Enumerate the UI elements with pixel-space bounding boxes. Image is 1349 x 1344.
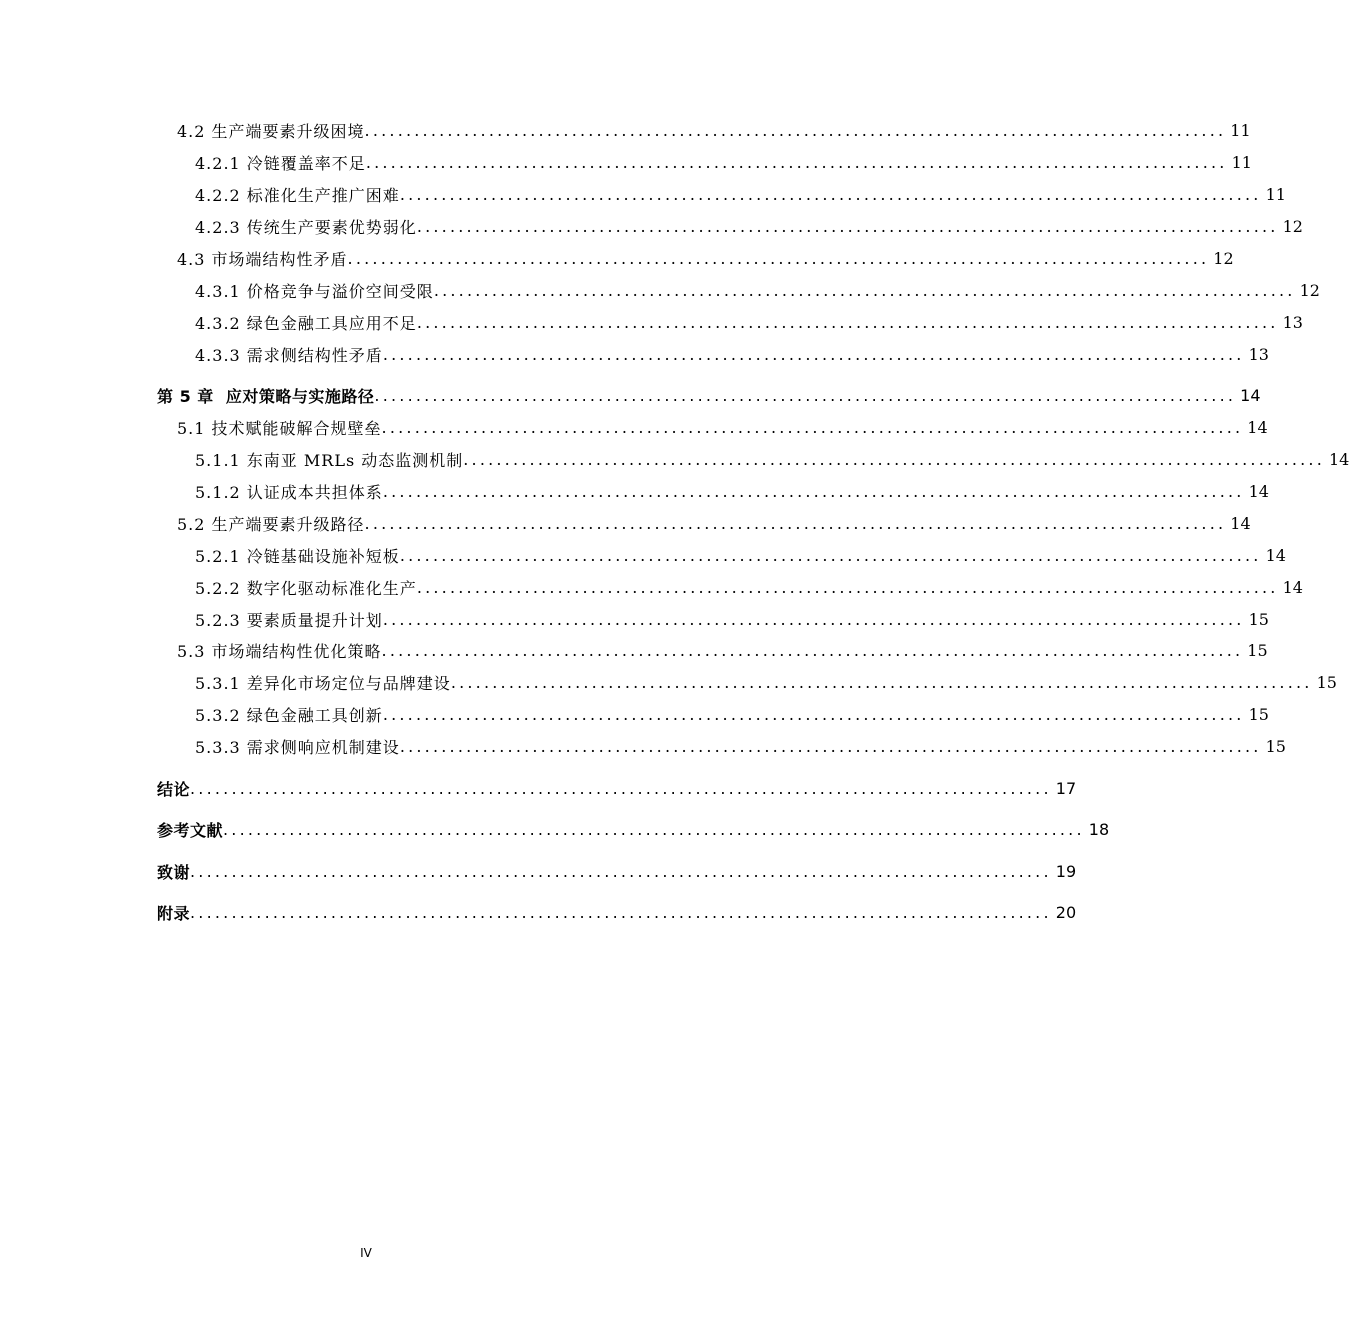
- toc-dot-leader: ........................................................................................................: [381, 640, 1244, 660]
- toc-entry-page: 14: [1265, 545, 1286, 565]
- toc-entry-5-2-1[interactable]: [195, 543, 1286, 567]
- toc-entry-page: 18: [1088, 819, 1110, 839]
- toc-dot-leader: ........................................................................................................: [382, 344, 1245, 364]
- toc-entry-page: 15: [1247, 640, 1268, 660]
- toc-entry-5-2-2[interactable]: [195, 575, 1303, 599]
- toc-entry-appendix[interactable]: [157, 900, 1077, 924]
- toc-entry-label: 5.1.1 东南亚 MRLs 动态监测机制: [195, 450, 464, 470]
- toc-entry-4-2-2[interactable]: [195, 182, 1286, 206]
- toc-entry-label: 5.2.2 数字化驱动标准化生产: [195, 578, 417, 598]
- toc-entry-label: 5.1 技术赋能破解合规壁垒: [177, 418, 382, 438]
- toc-dot-leader: ........................................................................................................: [223, 819, 1085, 839]
- toc-entry-label: 4.3.2 绿色金融工具应用不足: [195, 313, 417, 333]
- toc-entry-page: 14: [1329, 449, 1349, 469]
- toc-entry-4-2[interactable]: [177, 118, 1251, 142]
- toc-entry-label: 附录: [157, 903, 191, 923]
- toc-entry-page: 12: [1213, 248, 1234, 268]
- toc-entry-references[interactable]: [157, 817, 1110, 841]
- toc-entry-label: 参考文献: [157, 820, 224, 840]
- toc-entry-page: 13: [1282, 312, 1303, 332]
- toc-entry-page: 12: [1299, 280, 1320, 300]
- toc-entry-chapter-5[interactable]: [157, 383, 1261, 407]
- toc-entry-page: 14: [1247, 417, 1268, 437]
- toc-dot-leader: ........................................................................................................: [374, 385, 1237, 405]
- toc-entry-page: 12: [1282, 216, 1303, 236]
- toc-entry-page: 14: [1230, 513, 1251, 533]
- toc-entry-label: 第 5 章 应对策略与实施路径: [157, 386, 375, 406]
- toc-entry-label: 结论: [157, 779, 191, 799]
- toc-dot-leader: ........................................................................................................: [347, 248, 1210, 268]
- toc-entry-page: 15: [1316, 672, 1337, 692]
- toc-entry-label: 4.2.3 传统生产要素优势弱化: [195, 217, 417, 237]
- toc-entry-5-1-2[interactable]: [195, 479, 1269, 503]
- toc-entry-page: 11: [1230, 120, 1251, 140]
- toc-entry-page: 14: [1282, 577, 1303, 597]
- toc-dot-leader: ........................................................................................................: [463, 449, 1325, 469]
- toc-dot-leader: ........................................................................................................: [381, 417, 1244, 437]
- toc-entry-page: 19: [1055, 861, 1077, 881]
- toc-entry-label: 致谢: [157, 862, 191, 882]
- toc-entry-page: 15: [1248, 609, 1269, 629]
- toc-entry-label: 4.3.3 需求侧结构性矛盾: [195, 345, 383, 365]
- toc-entry-label: 4.2.1 冷链覆盖率不足: [195, 153, 366, 173]
- toc-entry-label: 5.2.1 冷链基础设施补短板: [195, 546, 400, 566]
- toc-entry-label: 4.2 生产端要素升级困境: [177, 121, 365, 141]
- toc-dot-leader: ........................................................................................................: [433, 280, 1296, 300]
- toc-entry-4-3[interactable]: [177, 246, 1234, 270]
- toc-entry-page: 11: [1265, 184, 1286, 204]
- toc-entry-5-3[interactable]: [177, 638, 1268, 662]
- toc-entry-label: 5.3.2 绿色金融工具创新: [195, 705, 383, 725]
- toc-dot-leader: ........................................................................................................: [190, 902, 1052, 922]
- toc-entry-label: 4.3.1 价格竞争与溢价空间受限: [195, 281, 434, 301]
- toc-dot-leader: ........................................................................................................: [365, 152, 1228, 172]
- toc-dot-leader: ........................................................................................................: [399, 545, 1262, 565]
- toc-entry-page: 20: [1055, 902, 1077, 922]
- toc-dot-leader: ........................................................................................................: [399, 736, 1262, 756]
- toc-dot-leader: ........................................................................................................: [450, 672, 1313, 692]
- toc-entry-label: 5.2 生产端要素升级路径: [177, 514, 365, 534]
- toc-entry-5-3-2[interactable]: [195, 702, 1269, 726]
- toc-entry-conclusion[interactable]: [157, 776, 1077, 800]
- toc-entry-page: 14: [1240, 385, 1261, 405]
- toc-entry-label: 5.3.1 差异化市场定位与品牌建设: [195, 673, 451, 693]
- toc-dot-leader: ........................................................................................................: [190, 778, 1052, 798]
- toc-entry-4-3-1[interactable]: [195, 278, 1320, 302]
- toc-entry-4-2-1[interactable]: [195, 150, 1252, 174]
- toc-entry-label: 5.2.3 要素质量提升计划: [195, 610, 383, 630]
- toc-entry-5-3-3[interactable]: [195, 734, 1286, 758]
- toc-entry-page: 15: [1265, 736, 1286, 756]
- toc-entry-acknowledgements[interactable]: [157, 859, 1077, 883]
- toc-entry-5-2[interactable]: [177, 511, 1251, 535]
- toc-entry-4-2-3[interactable]: [195, 214, 1303, 238]
- toc-dot-leader: ........................................................................................................: [382, 481, 1245, 501]
- toc-entry-page: 11: [1231, 152, 1252, 172]
- toc-entry-4-3-2[interactable]: [195, 310, 1303, 334]
- toc-entry-5-1-1[interactable]: [195, 447, 1349, 471]
- toc-dot-leader: ........................................................................................................: [416, 577, 1279, 597]
- toc-entry-label: 5.1.2 认证成本共担体系: [195, 482, 383, 502]
- toc-entry-page: 15: [1248, 704, 1269, 724]
- toc-dot-leader: ........................................................................................................: [364, 513, 1227, 533]
- toc-dot-leader: ........................................................................................................: [382, 609, 1245, 629]
- toc-entry-4-3-3[interactable]: [195, 342, 1269, 366]
- page-number: IV: [360, 1246, 372, 1260]
- toc-dot-leader: ........................................................................................................: [364, 120, 1227, 140]
- toc-entry-page: 14: [1248, 481, 1269, 501]
- toc-entry-5-2-3[interactable]: [195, 607, 1269, 631]
- toc-dot-leader: ........................................................................................................: [416, 216, 1279, 236]
- toc-dot-leader: ........................................................................................................: [416, 312, 1279, 332]
- toc-entry-page: 13: [1248, 344, 1269, 364]
- toc-entry-5-1[interactable]: [177, 415, 1268, 439]
- toc-entry-page: 17: [1055, 778, 1077, 798]
- toc-entry-label: 4.3 市场端结构性矛盾: [177, 249, 348, 269]
- toc-entry-label: 4.2.2 标准化生产推广困难: [195, 185, 400, 205]
- toc-entry-label: 5.3.3 需求侧响应机制建设: [195, 737, 400, 757]
- toc-entry-5-3-1[interactable]: [195, 670, 1337, 694]
- toc-dot-leader: ........................................................................................................: [382, 704, 1245, 724]
- toc-dot-leader: ........................................................................................................: [399, 184, 1262, 204]
- toc-entry-label: 5.3 市场端结构性优化策略: [177, 641, 382, 661]
- toc-dot-leader: ........................................................................................................: [190, 861, 1052, 881]
